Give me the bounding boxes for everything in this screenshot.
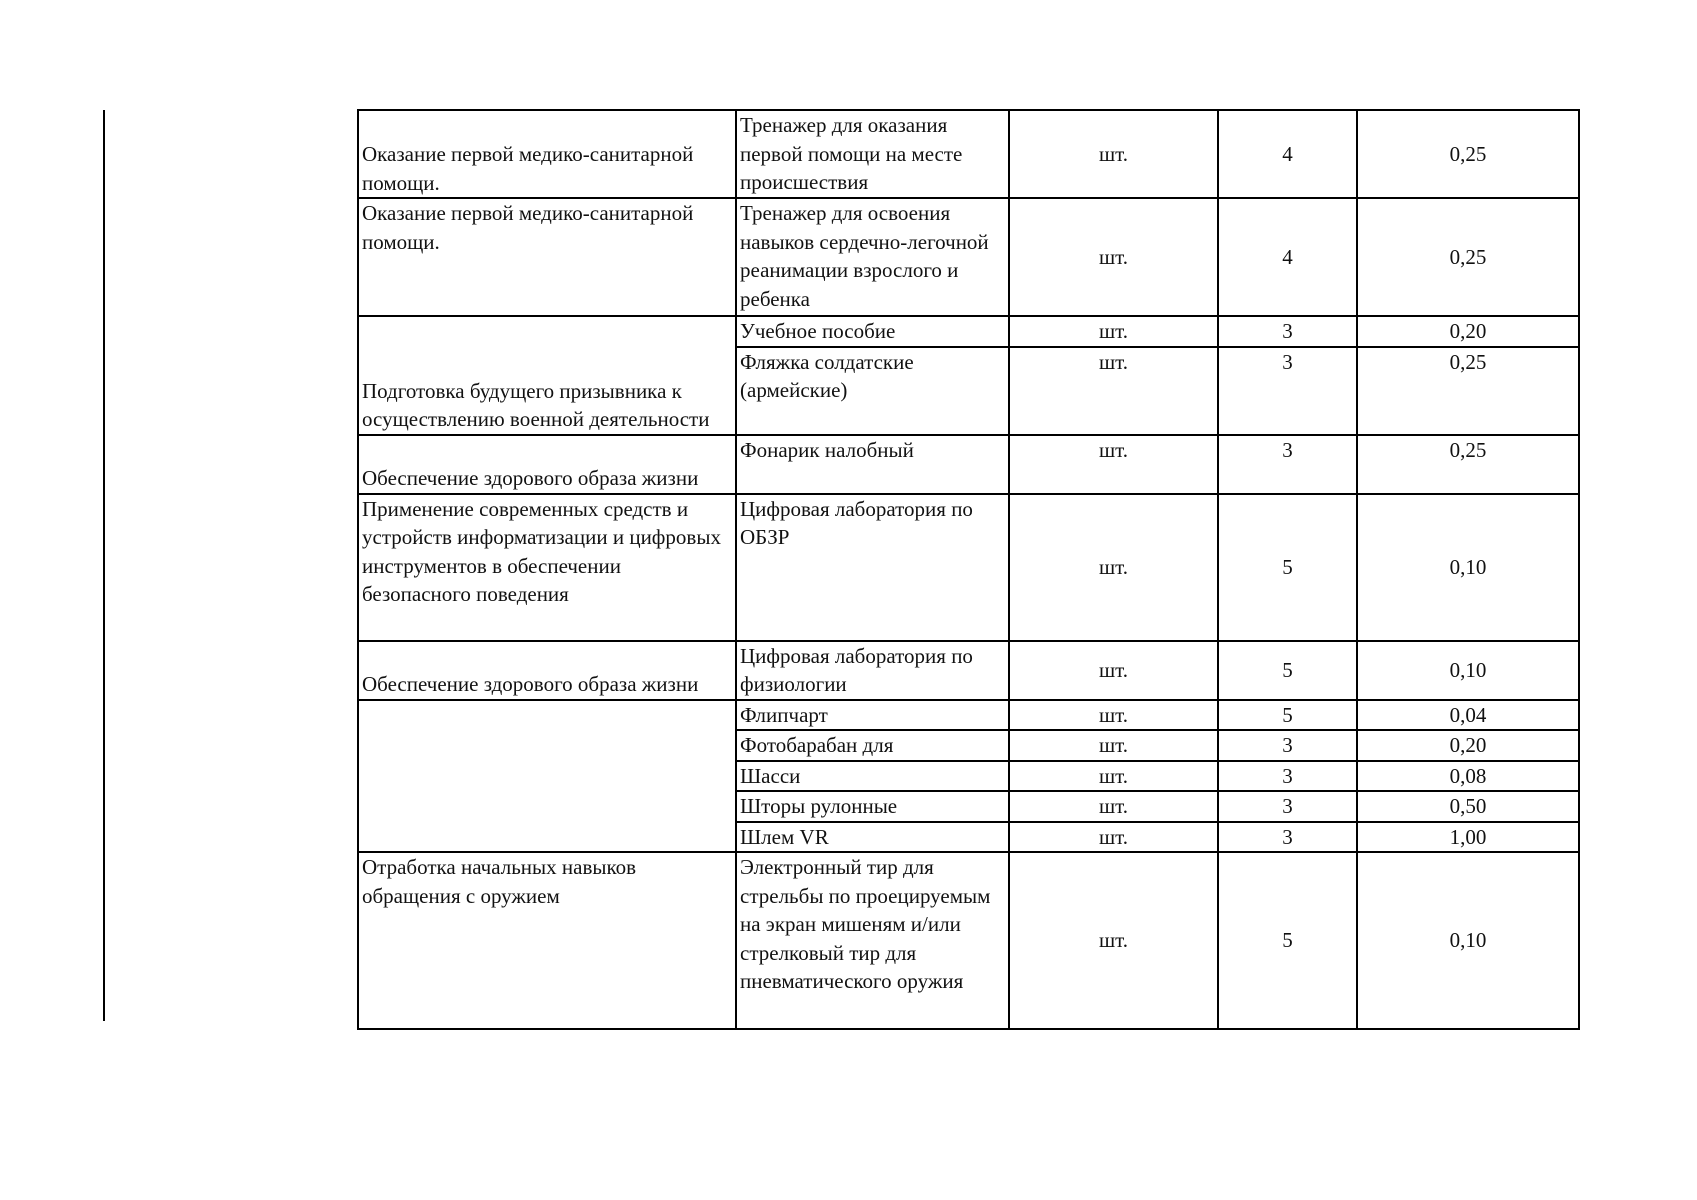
topic-cell: Оказание первой медико-санитарной помощи.	[358, 198, 736, 316]
quantity-cell: 5	[1218, 852, 1357, 1029]
coefficient-cell: 0,08	[1357, 761, 1579, 792]
item-name-cell: Шасси	[736, 761, 1009, 792]
equipment-table	[357, 109, 1580, 1030]
unit-cell: шт.	[1009, 700, 1218, 731]
topic-cell: Обеспечение здорового образа жизни	[358, 435, 736, 494]
table-row	[358, 494, 1579, 641]
topic-cell: Обеспечение здорового образа жизни	[358, 641, 736, 700]
quantity-cell: 3	[1218, 347, 1357, 435]
coefficient-cell: 0,10	[1357, 494, 1579, 641]
topic-cell: Оказание первой медико-санитарной помощи.	[358, 110, 736, 198]
quantity-cell: 3	[1218, 730, 1357, 761]
unit-cell: шт.	[1009, 641, 1218, 700]
item-name-cell: Шторы рулонные	[736, 791, 1009, 822]
item-name-cell: Тренажер для освоения навыков сердечно-легочной реанимации взрослого и ребенка	[736, 198, 1009, 316]
quantity-cell: 3	[1218, 822, 1357, 853]
unit-cell: шт.	[1009, 494, 1218, 641]
quantity-cell: 5	[1218, 494, 1357, 641]
item-name-cell: Электронный тир для стрельбы по проецируемым на экран мишеням и/или стрелковый тир для пневматического оружия	[736, 852, 1009, 1029]
item-name-cell: Фонарик налобный	[736, 435, 1009, 494]
table-row	[358, 110, 1579, 198]
quantity-cell: 5	[1218, 700, 1357, 731]
coefficient-cell: 0,20	[1357, 316, 1579, 347]
item-name-cell: Учебное пособие	[736, 316, 1009, 347]
item-name-cell: Фотобарабан для	[736, 730, 1009, 761]
topic-cell: Отработка начальных навыков обращения с оружием	[358, 852, 736, 1029]
unit-cell: шт.	[1009, 198, 1218, 316]
item-name-cell: Цифровая лаборатория по физиологии	[736, 641, 1009, 700]
coefficient-cell: 0,25	[1357, 347, 1579, 435]
unit-cell: шт.	[1009, 730, 1218, 761]
coefficient-cell: 0,10	[1357, 641, 1579, 700]
table-row	[358, 316, 1579, 347]
unit-cell: шт.	[1009, 316, 1218, 347]
topic-cell	[358, 700, 736, 853]
topic-cell: Подготовка будущего призывника к осуществлению военной деятельности	[358, 316, 736, 435]
table-row	[358, 852, 1579, 1029]
coefficient-cell: 0,50	[1357, 791, 1579, 822]
quantity-cell: 3	[1218, 316, 1357, 347]
item-name-cell: Флипчарт	[736, 700, 1009, 731]
quantity-cell: 4	[1218, 110, 1357, 198]
coefficient-cell: 0,04	[1357, 700, 1579, 731]
unit-cell: шт.	[1009, 347, 1218, 435]
unit-cell: шт.	[1009, 110, 1218, 198]
unit-cell: шт.	[1009, 435, 1218, 494]
table-row	[358, 641, 1579, 700]
item-name-cell: Шлем VR	[736, 822, 1009, 853]
unit-cell: шт.	[1009, 791, 1218, 822]
table-row	[358, 435, 1579, 494]
coefficient-cell: 0,25	[1357, 110, 1579, 198]
table-row	[358, 198, 1579, 316]
unit-cell: шт.	[1009, 852, 1218, 1029]
table-row	[358, 700, 1579, 731]
topic-cell: Применение современных средств и устройств информатизации и цифровых инструментов в обеспечении безопасного поведения	[358, 494, 736, 641]
item-name-cell: Цифровая лаборатория по ОБЗР	[736, 494, 1009, 641]
coefficient-cell: 1,00	[1357, 822, 1579, 853]
coefficient-cell: 0,10	[1357, 852, 1579, 1029]
quantity-cell: 3	[1218, 435, 1357, 494]
left-margin-rule	[103, 110, 105, 1021]
unit-cell: шт.	[1009, 822, 1218, 853]
coefficient-cell: 0,25	[1357, 435, 1579, 494]
quantity-cell: 5	[1218, 641, 1357, 700]
coefficient-cell: 0,20	[1357, 730, 1579, 761]
item-name-cell: Фляжка солдатские (армейские)	[736, 347, 1009, 435]
quantity-cell: 4	[1218, 198, 1357, 316]
quantity-cell: 3	[1218, 791, 1357, 822]
quantity-cell: 3	[1218, 761, 1357, 792]
coefficient-cell: 0,25	[1357, 198, 1579, 316]
item-name-cell: Тренажер для оказания первой помощи на месте происшествия	[736, 110, 1009, 198]
unit-cell: шт.	[1009, 761, 1218, 792]
